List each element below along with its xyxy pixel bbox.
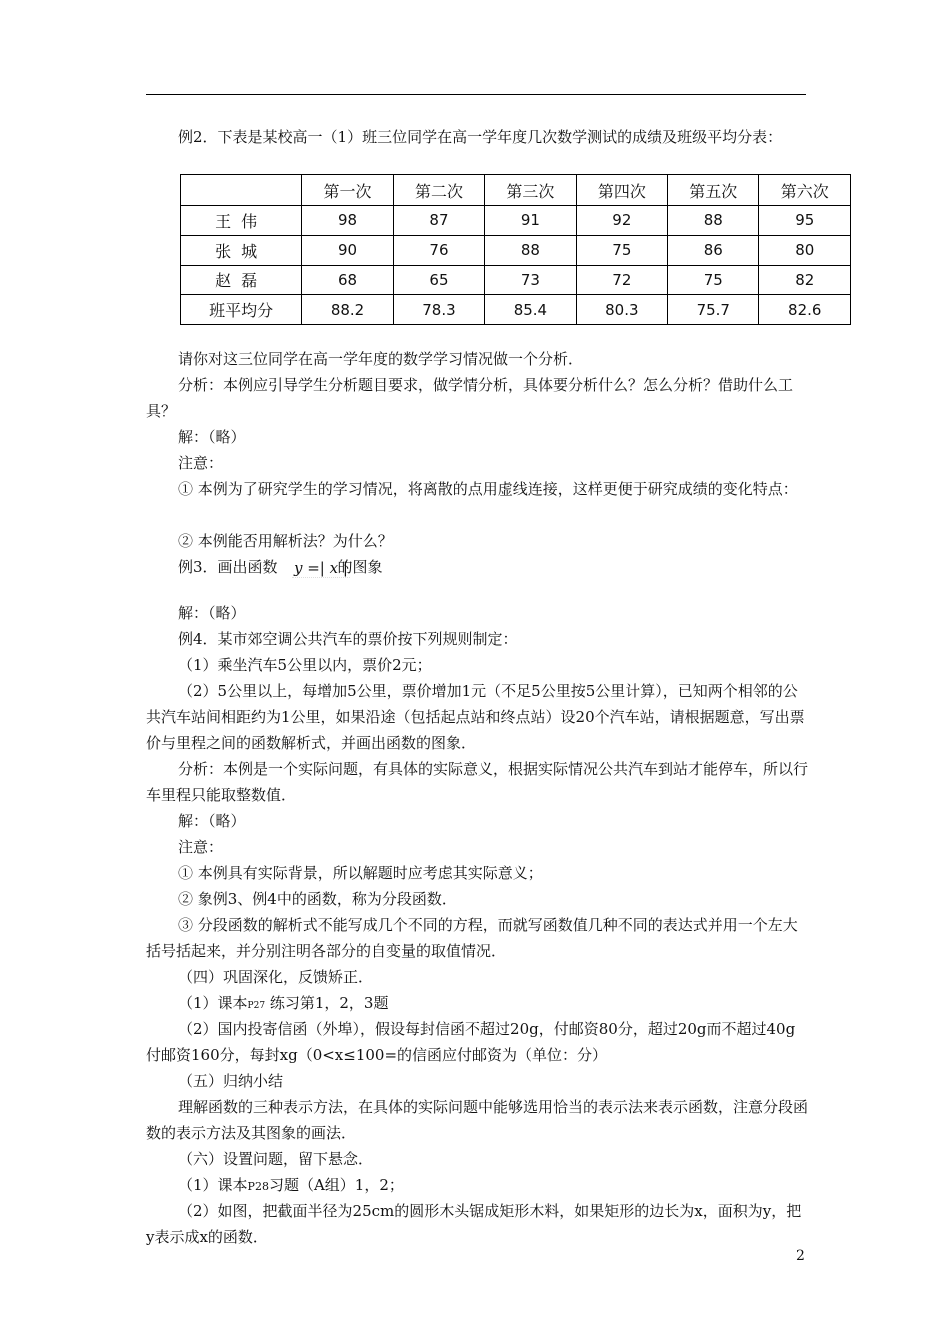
score-cell: 82 xyxy=(759,265,851,295)
section4-item1-prefix: （1）课本 xyxy=(178,994,248,1012)
score-cell: 88 xyxy=(485,235,576,265)
section6-item1-suffix: 习题（A组）1，2； xyxy=(268,1176,404,1194)
score-cell: 75 xyxy=(668,265,759,295)
example2-question: 请你对这三位同学在高一学年度的数学学习情况做一个分析． xyxy=(178,350,584,368)
table-header-cell: 第二次 xyxy=(393,175,484,206)
example3-suffix: 的图象 xyxy=(337,558,383,576)
example4-intro: 例4．某市郊空调公共汽车的票价按下列规则制定： xyxy=(178,630,518,648)
score-cell: 72 xyxy=(576,265,667,295)
student-name: 赵磊 xyxy=(181,265,302,295)
score-cell: 75 xyxy=(576,235,667,265)
example3-prefix: 例3．画出函数 xyxy=(178,558,278,576)
abs-function-formula: y =| x | xyxy=(294,559,348,577)
score-cell: 80 xyxy=(759,235,851,265)
section5-title: （五）归纳小结 xyxy=(178,1072,284,1090)
section6-item2: （2）如图，把截面半径为25cm的圆形木头锯成矩形木料，如果矩形的边长为x，面积为y，把y表示成x的函数． xyxy=(146,1202,802,1246)
score-cell: 80.3 xyxy=(576,295,667,325)
example4-rule1: （1）乘坐汽车5公里以内，票价2元； xyxy=(178,656,432,674)
scores-table xyxy=(180,174,851,325)
section4-item1 xyxy=(146,990,808,1019)
score-cell: 86 xyxy=(668,235,759,265)
example2-intro: 例2．下表是某校高一（1）班三位同学在高一学年度几次数学测试的成绩及班级平均分表： xyxy=(178,128,783,146)
score-cell: 73 xyxy=(485,265,576,295)
score-cell: 76 xyxy=(393,235,484,265)
score-cell: 95 xyxy=(759,206,851,236)
table-header-cell: 第五次 xyxy=(668,175,759,206)
table-row xyxy=(181,206,851,236)
example3-line xyxy=(146,554,808,580)
header-rule xyxy=(146,94,806,95)
section6-title: （六）设置问题，留下悬念． xyxy=(178,1150,374,1168)
table-header-cell: 第六次 xyxy=(759,175,851,206)
score-cell: 98 xyxy=(302,206,393,236)
table-row-average xyxy=(181,295,851,325)
example4-analysis: 分析：本例是一个实际问题，有具体的实际意义，根据实际情况公共汽车到站才能停车，所以行车里程只能取整数值． xyxy=(146,760,809,804)
student-name: 王伟 xyxy=(181,206,302,236)
score-cell: 92 xyxy=(576,206,667,236)
score-cell: 87 xyxy=(393,206,484,236)
example4-solution: 解：（略） xyxy=(178,812,246,830)
page-number: 2 xyxy=(796,1248,805,1264)
score-cell: 91 xyxy=(485,206,576,236)
score-cell: 75.7 xyxy=(668,295,759,325)
score-cell: 78.3 xyxy=(393,295,484,325)
section6-item1-prefix: （1）课本 xyxy=(178,1176,248,1194)
score-cell: 65 xyxy=(393,265,484,295)
example4-note2: ② 象例3、例4中的函数，称为分段函数． xyxy=(178,890,457,908)
score-cell: 90 xyxy=(302,235,393,265)
section4-item2: （2）国内投寄信函（外埠），假设每封信函不超过20g，付邮资80分，超过20g而不超过40g付邮资160分，每封xg（0<x≤100=的信函应付邮资为（单位：分） xyxy=(146,1020,796,1064)
table-header-cell: 第四次 xyxy=(576,175,667,206)
score-cell: 82.6 xyxy=(759,295,851,325)
example4-note1: ① 本例具有实际背景，所以解题时应考虑其实际意义； xyxy=(178,864,543,882)
section6-item1 xyxy=(146,1172,808,1200)
class-average-label: 班平均分 xyxy=(181,295,302,325)
example4-note3: ③ 分段函数的解析式不能写成几个不同的方程，而就写函数值几种不同的表达式并用一个左大括号括起来，并分别注明各部分的自变量的取值情况． xyxy=(146,916,798,960)
score-cell: 68 xyxy=(302,265,393,295)
score-cell: 88.2 xyxy=(302,295,393,325)
example2-note-title: 注意： xyxy=(178,454,224,472)
table-row xyxy=(181,235,851,265)
table-header-cell: 第一次 xyxy=(302,175,393,206)
example2-note1: ① 本例为了研究学生的学习情况，将离散的点用虚线连接，这样更便于研究成绩的变化特点： xyxy=(178,480,798,498)
page-ref: P27 xyxy=(247,1001,266,1011)
section4-title: （四）巩固深化，反馈矫正． xyxy=(178,968,374,986)
page-ref: P28 xyxy=(247,1180,269,1193)
example4-note-title: 注意： xyxy=(178,838,224,856)
student-name: 张城 xyxy=(181,235,302,265)
table-header-cell xyxy=(181,175,302,206)
section5-text: 理解函数的三种表示方法，在具体的实际问题中能够选用恰当的表示法来表示函数，注意分段函数的表示方法及其图象的画法． xyxy=(146,1098,809,1142)
example3-solution: 解：（略） xyxy=(178,604,246,622)
section4-item1-suffix: 练习第1，2，3题 xyxy=(269,994,389,1012)
table-header-cell: 第三次 xyxy=(485,175,576,206)
example4-rule2: （2）5公里以上，每增加5公里，票价增加1元（不足5公里按5公里计算），已知两个相邻的公共汽车站间相距约为1公里，如果沿途（包括起点站和终点站）设20个汽车站，请根据题意，写出票价与里程之间的函数解析式，并画出函数的图象． xyxy=(146,682,805,752)
score-cell: 88 xyxy=(668,206,759,236)
example2-note2: ② 本例能否用解析法？为什么？ xyxy=(178,532,393,550)
score-cell: 85.4 xyxy=(485,295,576,325)
example2-analysis: 分析：本例应引导学生分析题目要求，做学情分析，具体要分析什么？怎么分析？借助什么工具？ xyxy=(146,376,794,420)
table-header-row xyxy=(181,175,851,206)
table-row xyxy=(181,265,851,295)
example2-solution: 解：（略） xyxy=(178,428,246,446)
